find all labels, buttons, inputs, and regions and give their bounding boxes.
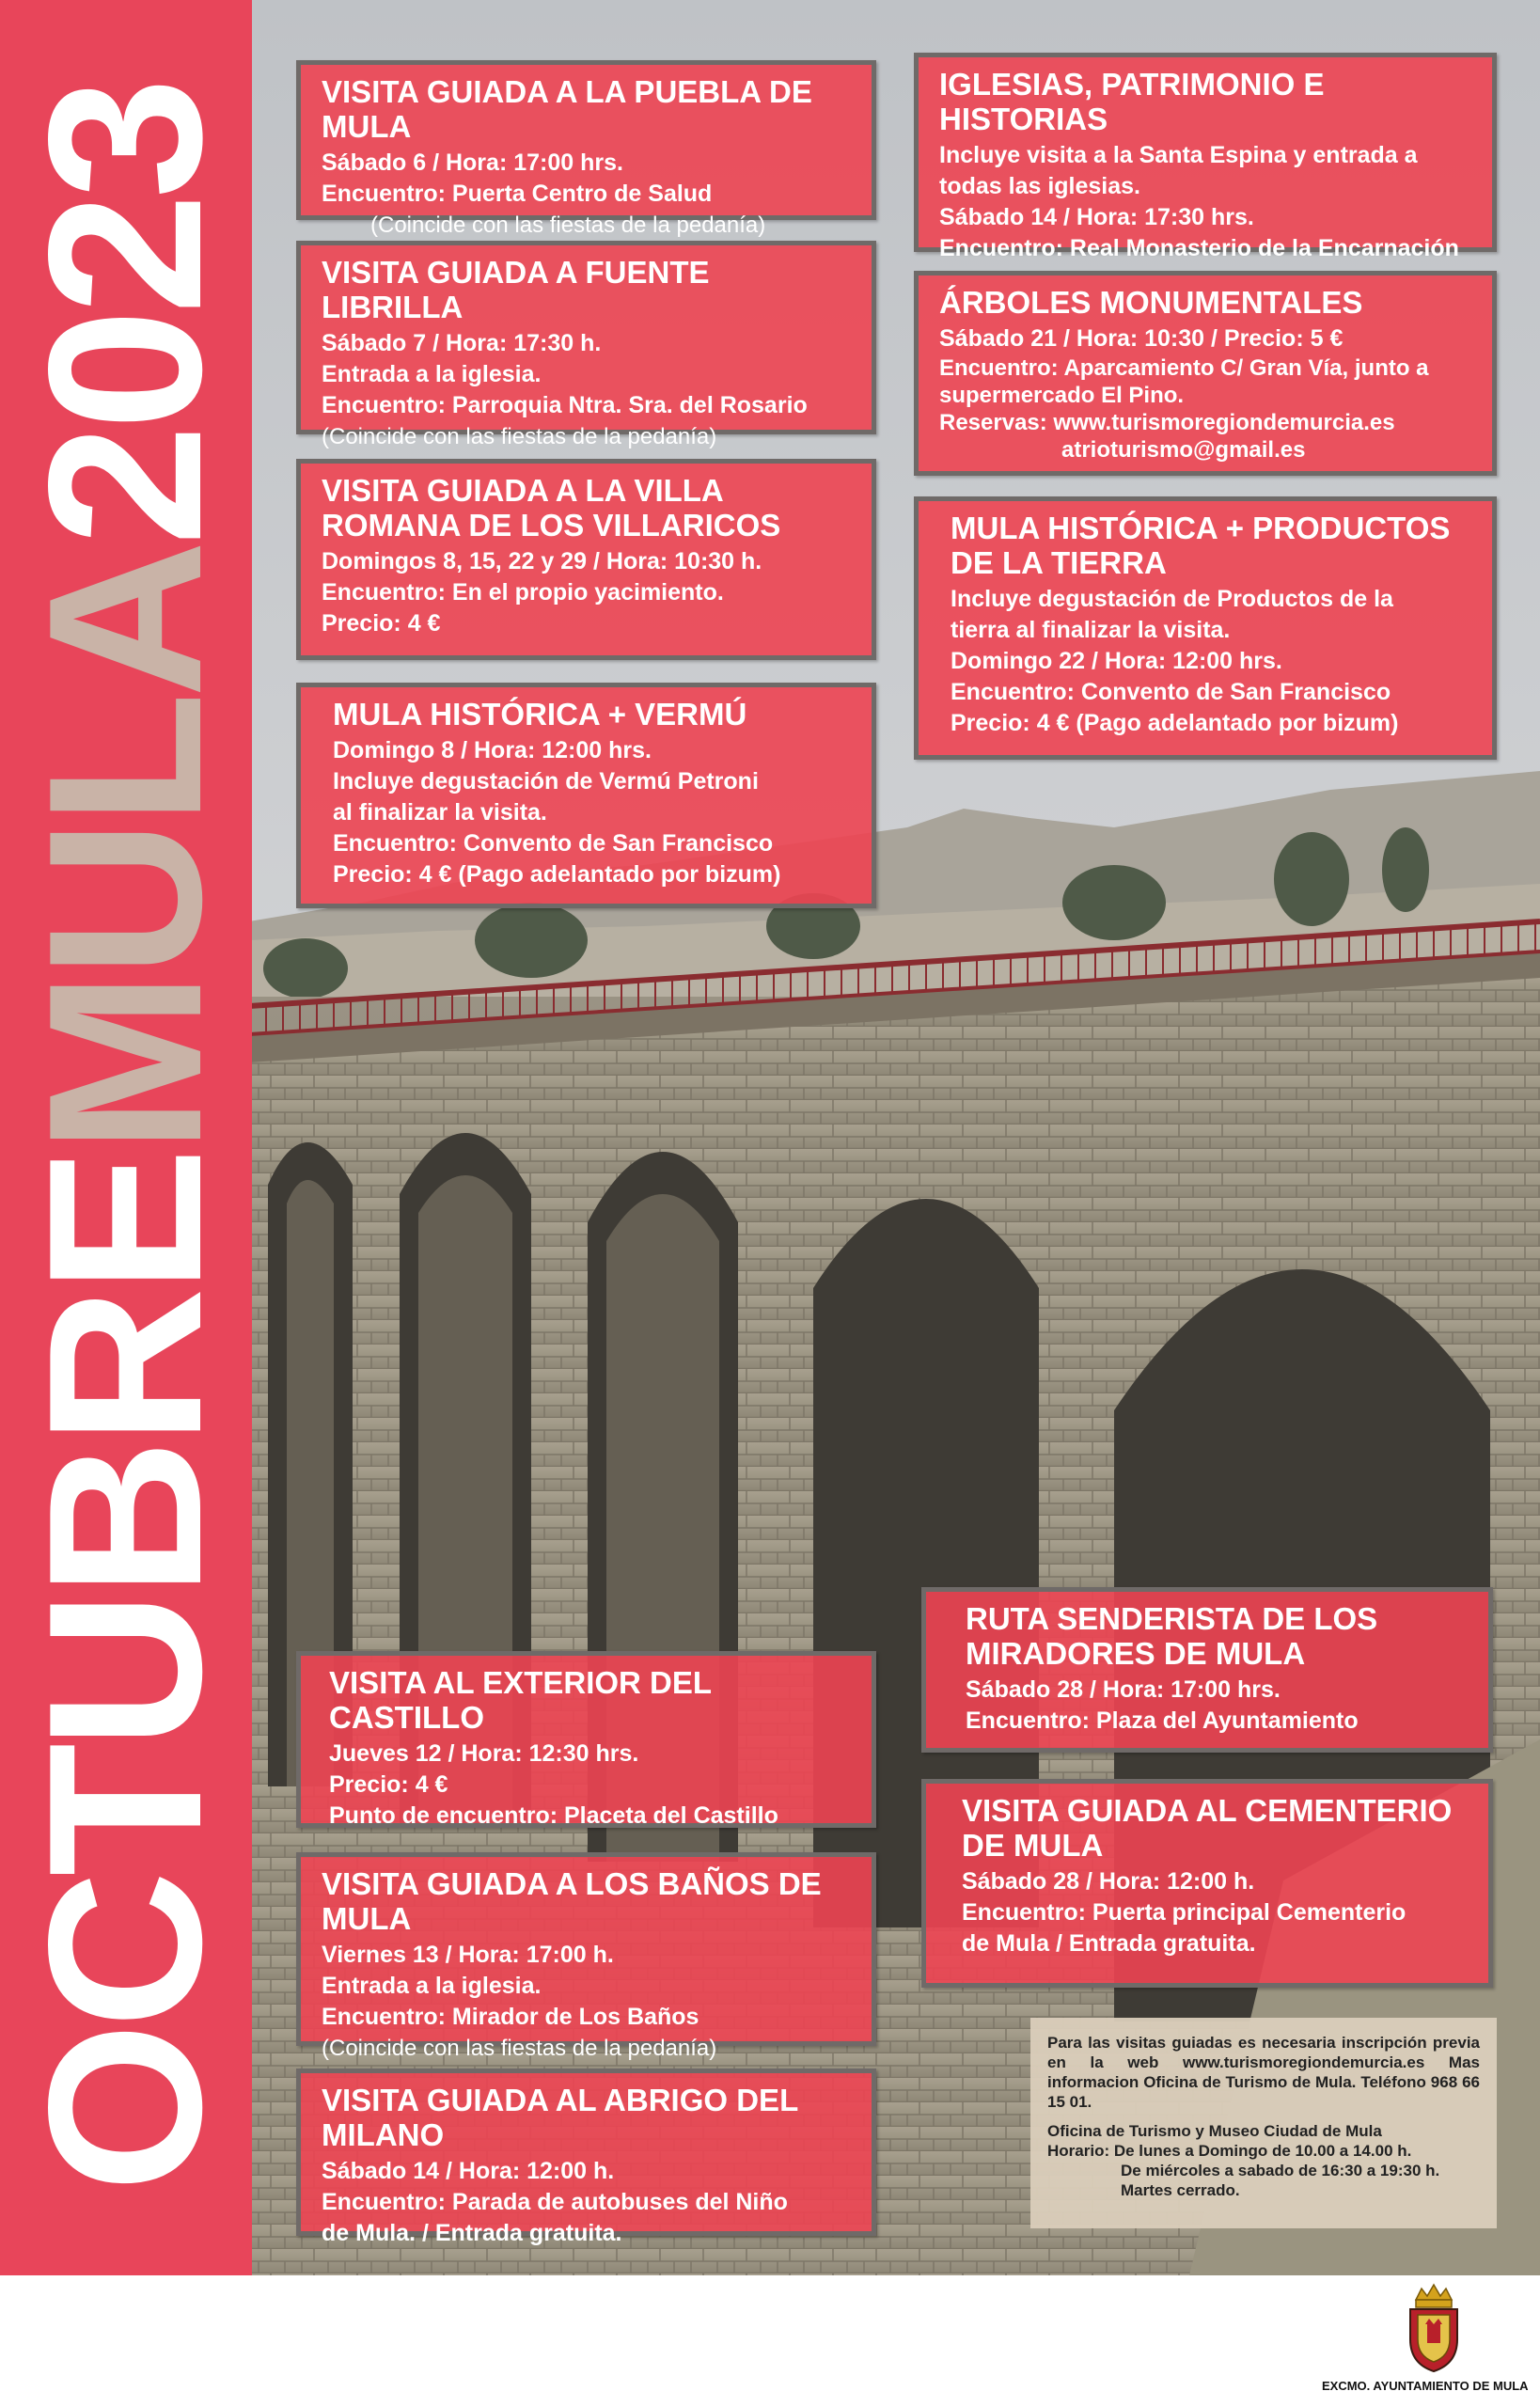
info-line: De miércoles a sabado de 16:30 a 19:30 h. <box>1121 2162 1440 2179</box>
event-title: MULA HISTÓRICA + VERMÚ <box>333 697 747 732</box>
banner-town: MULA <box>4 545 247 1154</box>
event-detail: de Mula. / Entrada gratuita. <box>322 2220 622 2246</box>
event-detail: Incluye degustación de Vermú Petroni <box>333 768 759 794</box>
event-detail: de Mula / Entrada gratuita. <box>962 1930 1256 1957</box>
event-card-villaricos <box>296 459 876 660</box>
event-title: DE MULA <box>962 1828 1104 1863</box>
event-card-senderista <box>921 1587 1493 1753</box>
event-detail: Sábado 28 / Hora: 17:00 hrs. <box>966 1676 1281 1703</box>
event-card-productos <box>914 496 1497 760</box>
event-detail: Viernes 13 / Hora: 17:00 h. <box>322 1942 614 1968</box>
info-line: Horario: De lunes a Domingo de 10.00 a 14.00 h. <box>1047 2142 1412 2160</box>
event-detail: Encuentro: En el propio yacimiento. <box>322 579 724 606</box>
event-card-cementerio <box>921 1779 1493 1988</box>
banner-month: OCTUBRE <box>4 1153 247 2193</box>
info-paragraph: Para las visitas guiadas es necesaria inscripción previa en la web www.turismoregiondemurcia.es Mas informacion Oficina de Turismo de Mula. Teléfono 968 66 15 01. <box>1047 2034 1480 2111</box>
event-detail: Sábado 21 / Hora: 10:30 / Precio: 5 € <box>939 325 1344 352</box>
event-title: ÁRBOLES MONUMENTALES <box>939 285 1363 320</box>
event-card-milano <box>296 2069 876 2246</box>
event-detail: Precio: 4 € <box>329 1771 448 1798</box>
info-box <box>1030 2018 1497 2228</box>
event-title: DE LA TIERRA <box>951 545 1167 580</box>
event-detail: Domingos 8, 15, 22 y 29 / Hora: 10:30 h. <box>322 548 762 574</box>
event-detail: Incluye degustación de Productos de la <box>951 586 1393 612</box>
side-banner <box>0 0 252 2275</box>
footer-credit: EXCMO. AYUNTAMIENTO DE MULA <box>1322 2379 1529 2393</box>
event-detail: Precio: 4 € (Pago adelantado por bizum) <box>951 710 1399 736</box>
event-title: MIRADORES DE MULA <box>966 1636 1306 1671</box>
event-detail: Encuentro: Mirador de Los Baños <box>322 2004 699 2030</box>
event-note: (Coincide con las fiestas de la pedanía) <box>322 424 717 449</box>
event-detail: al finalizar la visita. <box>333 799 547 826</box>
event-detail: Encuentro: Convento de San Francisco <box>333 830 774 857</box>
event-card-vermu <box>296 683 876 908</box>
coat-of-arms-icon <box>1403 2283 1465 2373</box>
event-detail: Encuentro: Real Monasterio de la Encarnación <box>939 235 1459 261</box>
event-title: VISITA GUIADA AL CEMENTERIO <box>962 1793 1453 1828</box>
event-detail: Sábado 14 / Hora: 12:00 h. <box>322 2158 615 2184</box>
event-detail: Encuentro: Aparcamiento C/ Gran Vía, junto a <box>939 355 1429 381</box>
event-detail: Encuentro: Plaza del Ayuntamiento <box>966 1707 1359 1734</box>
event-detail: Encuentro: Parroquia Ntra. Sra. del Rosario <box>322 392 808 418</box>
event-detail: Entrada a la iglesia. <box>322 1973 542 1999</box>
event-card-librilla <box>296 241 876 449</box>
event-card-puebla <box>296 60 876 238</box>
event-title: VISITA GUIADA A LOS BAÑOS DE MULA <box>322 1866 822 1936</box>
event-detail: Encuentro: Puerta principal Cementerio <box>962 1899 1406 1926</box>
event-detail: Precio: 4 € (Pago adelantado por bizum) <box>333 861 781 888</box>
event-detail: Jueves 12 / Hora: 12:30 hrs. <box>329 1740 639 1767</box>
event-detail: Sábado 6 / Hora: 17:00 hrs. <box>322 149 623 176</box>
event-detail: Encuentro: Parada de autobuses del Niño <box>322 2189 788 2215</box>
event-detail: Sábado 14 / Hora: 17:30 hrs. <box>939 204 1254 230</box>
event-detail: Domingo 22 / Hora: 12:00 hrs. <box>951 648 1282 674</box>
event-title: VISITA GUIADA A LA VILLA <box>322 473 724 508</box>
event-detail: todas las iglesias. <box>939 173 1140 199</box>
info-line: Martes cerrado. <box>1121 2181 1240 2199</box>
event-title: VISITA GUIADA A LA PUEBLA DE MULA <box>322 74 812 144</box>
event-title: RUTA SENDERISTA DE LOS <box>966 1601 1378 1636</box>
event-card-iglesias <box>914 53 1497 261</box>
reservation-email: atrioturismo@gmail.es <box>1061 437 1306 463</box>
event-card-arboles <box>914 271 1497 476</box>
event-detail: Encuentro: Puerta Centro de Salud <box>322 181 713 207</box>
event-detail: Domingo 8 / Hora: 12:00 hrs. <box>333 737 652 763</box>
info-line: Oficina de Turismo y Museo Ciudad de Mula <box>1047 2122 1382 2140</box>
event-detail: Precio: 4 € <box>322 610 441 637</box>
event-note: (Coincide con las fiestas de la pedanía) <box>322 2036 717 2061</box>
event-detail: tierra al finalizar la visita. <box>951 617 1231 643</box>
event-detail: Sábado 7 / Hora: 17:30 h. <box>322 330 602 356</box>
event-title: VISITA GUIADA A FUENTE LIBRILLA <box>322 255 710 324</box>
event-detail: Incluye visita a la Santa Espina y entrada a <box>939 142 1418 168</box>
banner-year: 2023 <box>4 83 247 546</box>
banner-title <box>4 83 247 2193</box>
event-title: VISITA AL EXTERIOR DEL CASTILLO <box>329 1665 712 1735</box>
event-detail: supermercado El Pino. <box>939 383 1185 408</box>
event-detail: Sábado 28 / Hora: 12:00 h. <box>962 1868 1255 1895</box>
event-title: IGLESIAS, PATRIMONIO E HISTORIAS <box>939 67 1325 136</box>
event-title: MULA HISTÓRICA + PRODUCTOS <box>951 511 1451 545</box>
event-detail: Entrada a la iglesia. <box>322 361 542 387</box>
event-detail: Punto de encuentro: Placeta del Castillo <box>329 1802 778 1829</box>
event-detail: Encuentro: Convento de San Francisco <box>951 679 1391 705</box>
event-card-banos <box>296 1852 876 2061</box>
event-title: ROMANA DE LOS VILLARICOS <box>322 508 781 543</box>
event-note: (Coincide con las fiestas de la pedanía) <box>370 212 766 238</box>
event-title: VISITA GUIADA AL ABRIGO DEL MILANO <box>322 2083 798 2152</box>
event-card-castillo <box>296 1651 876 1828</box>
reservation-web: Reservas: www.turismoregiondemurcia.es <box>939 410 1395 435</box>
